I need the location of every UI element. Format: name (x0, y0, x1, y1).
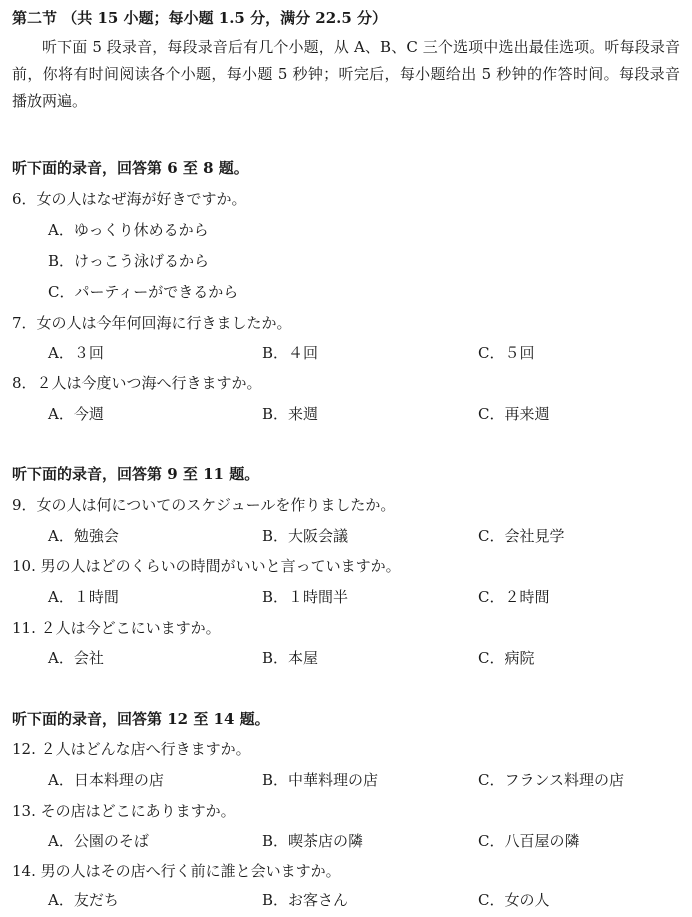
option-b: B．本屋 (262, 649, 319, 667)
question-stem: 13. その店はどこにありますか。 (12, 802, 236, 820)
section-title: 第二节 （共 15 小题；每小题 1.5 分，满分 22.5 分） (12, 9, 388, 27)
question-stem: 9．女の人は何についてのスケジュールを作りましたか。 (12, 496, 396, 514)
question-stem: 7．女の人は今年何回海に行きましたか。 (12, 314, 292, 332)
option-a: A．公園のそば (48, 832, 149, 850)
option-a: A．日本料理の店 (48, 771, 164, 789)
option-b: B．喫茶店の隣 (262, 832, 364, 850)
option-b: B．お客さん (262, 891, 349, 909)
option-b: B．来週 (262, 405, 319, 423)
option-b: B．中華料理の店 (262, 771, 379, 789)
question-stem: 14. 男の人はその店へ行く前に誰と会いますか。 (12, 862, 341, 880)
option-c: C．２時間 (478, 588, 550, 606)
option-c: C．女の人 (478, 891, 550, 909)
question-stem: 10. 男の人はどのくらいの時間がいいと言っていますか。 (12, 557, 401, 575)
option-a: A．会社 (48, 649, 104, 667)
group-heading: 听下面的录音，回答第 9 至 11 题。 (12, 465, 260, 483)
instructions-block (12, 34, 680, 115)
question-stem: 12. ２人はどんな店へ行きますか。 (12, 740, 251, 758)
option-c: C．会社見学 (478, 527, 565, 545)
option-c: C．フランス料理の店 (478, 771, 625, 789)
group-heading: 听下面的录音，回答第 12 至 14 题。 (12, 710, 270, 728)
option-c: C．５回 (478, 344, 535, 362)
option-b: B．１時間半 (262, 588, 349, 606)
question-stem: 11. ２人は今どこにいますか。 (12, 619, 221, 637)
question-stem: 6．女の人はなぜ海が好きですか。 (12, 190, 247, 208)
instructions-text: 听下面 5 段录音，每段录音后有几个小题，从 A、B、C 三个选项中选出最佳选项。听每段录音前，你将有时间阅读各个小题，每小题 5 秒钟；听完后，每小题给出 5 秒钟的作答时间。每段录音播放两遍。 (12, 38, 680, 110)
option-c: C．病院 (478, 649, 535, 667)
group-heading: 听下面的录音，回答第 6 至 8 题。 (12, 159, 249, 177)
option-a: A．ゆっくり休めるから (48, 221, 209, 239)
option-c: C．パーティーができるから (48, 283, 239, 301)
option-a: A．友だち (48, 891, 119, 909)
question-stem: 8．２人は今度いつ海へ行きますか。 (12, 374, 262, 392)
option-a: A．勉強会 (48, 527, 119, 545)
option-a: A．今週 (48, 405, 104, 423)
option-a: A．３回 (48, 344, 104, 362)
option-b: B．大阪会議 (262, 527, 349, 545)
option-a: A．１時間 (48, 588, 119, 606)
option-c: C．八百屋の隣 (478, 832, 580, 850)
option-b: B．４回 (262, 344, 319, 362)
option-c: C．再来週 (478, 405, 550, 423)
option-b: B．けっこう泳げるから (48, 252, 210, 270)
